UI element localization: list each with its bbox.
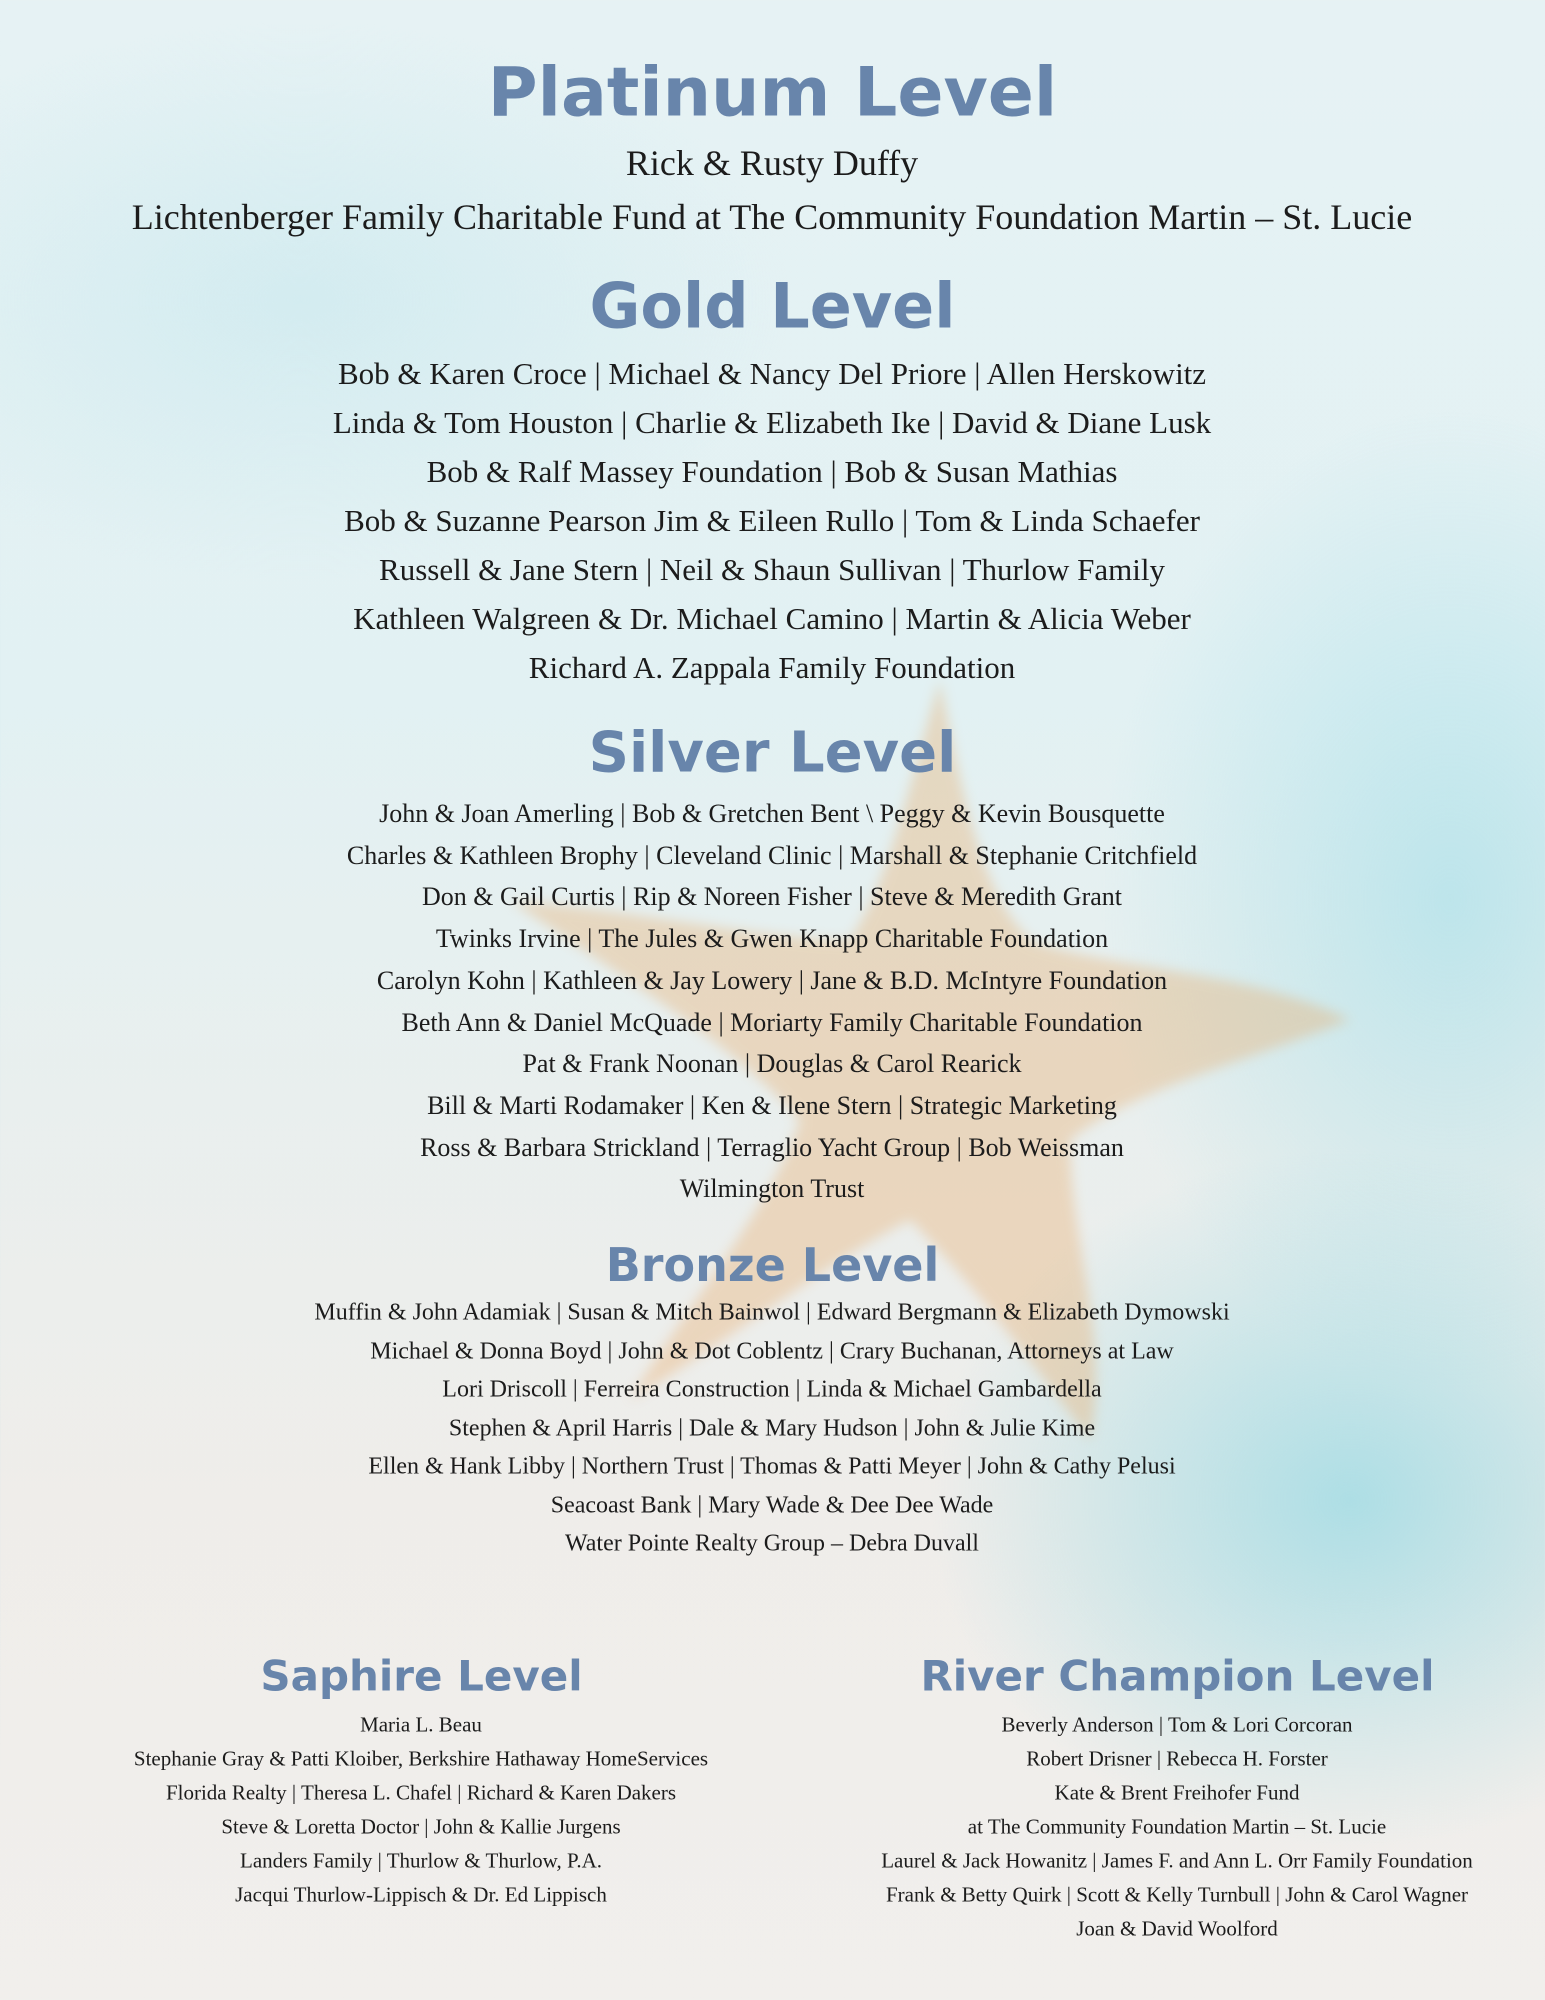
gold-donor-line: Richard A. Zappala Family Foundation bbox=[528, 650, 1016, 685]
silver-donor-line: Ross & Barbara Strickland | Terraglio Yacht Group | Bob Weissman bbox=[420, 1132, 1124, 1162]
saphire-level-heading: Saphire Level bbox=[260, 1651, 583, 1701]
saphire-donor-line: Maria L. Beau bbox=[360, 1712, 482, 1737]
silver-donor-line: Pat & Frank Noonan | Douglas & Carol Rearick bbox=[522, 1049, 1022, 1079]
bronze-level-heading: Bronze Level bbox=[605, 1238, 940, 1292]
silver-donor-line: Beth Ann & Daniel McQuade | Moriarty Family Charitable Foundation bbox=[401, 1007, 1143, 1037]
silver-donor-line: Wilmington Trust bbox=[679, 1174, 865, 1204]
platinum-donor-line: Rick & Rusty Duffy bbox=[625, 143, 919, 183]
river-champion-donor-line: Robert Drisner | Rebecca H. Forster bbox=[1026, 1746, 1328, 1771]
gold-donor-line: Kathleen Walgreen & Dr. Michael Camino | Martin & Alicia Weber bbox=[353, 601, 1191, 636]
gold-donor-line: Russell & Jane Stern | Neil & Shaun Sullivan | Thurlow Family bbox=[379, 552, 1165, 587]
silver-donor-line: John & Joan Amerling | Bob & Gretchen Bent \ Peggy & Kevin Bousquette bbox=[379, 799, 1165, 828]
silver-donor-line: Don & Gail Curtis | Rip & Noreen Fisher | Steve & Meredith Grant bbox=[421, 882, 1123, 912]
silver-level-heading: Silver Level bbox=[588, 720, 957, 786]
bronze-donor-line: Ellen & Hank Libby | Northern Trust | Thomas & Patti Meyer | John & Cathy Pelusi bbox=[368, 1453, 1176, 1480]
river-champion-donor-line: Kate & Brent Freihofer Fund bbox=[1054, 1780, 1300, 1805]
gold-donor-line: Bob & Karen Croce | Michael & Nancy Del Priore | Allen Herskowitz bbox=[337, 356, 1207, 391]
river-champion-donor-line: Joan & David Woolford bbox=[1076, 1916, 1278, 1941]
silver-donor-line: Bill & Marti Rodamaker | Ken & Ilene Stern | Strategic Marketing bbox=[427, 1090, 1117, 1120]
saphire-donor-line: Steve & Loretta Doctor | John & Kallie Jurgens bbox=[221, 1814, 621, 1839]
saphire-donor-line: Landers Family | Thurlow & Thurlow, P.A. bbox=[240, 1848, 602, 1873]
river-champion-level-heading: River Champion Level bbox=[920, 1651, 1435, 1701]
saphire-donor-line: Florida Realty | Theresa L. Chafel | Richard & Karen Dakers bbox=[165, 1780, 677, 1805]
bronze-donor-line: Water Pointe Realty Group – Debra Duvall bbox=[565, 1530, 979, 1557]
gold-level-heading: Gold Level bbox=[589, 269, 956, 343]
silver-donor-line: Charles & Kathleen Brophy | Cleveland Clinic | Marshall & Stephanie Critchfield bbox=[346, 840, 1198, 870]
silver-donor-line: Carolyn Kohn | Kathleen & Jay Lowery | Jane & B.D. McIntyre Foundation bbox=[376, 965, 1168, 995]
bronze-donor-line: Muffin & John Adamiak | Susan & Mitch Bainwol | Edward Bergmann & Elizabeth Dymowski bbox=[314, 1299, 1230, 1326]
platinum-level-heading: Platinum Level bbox=[487, 53, 1058, 133]
gold-donor-line: Linda & Tom Houston | Charlie & Elizabeth Ike | David & Diane Lusk bbox=[332, 405, 1212, 440]
silver-donor-line: Twinks Irvine | The Jules & Gwen Knapp Charitable Foundation bbox=[435, 924, 1109, 954]
saphire-donor-line: Jacqui Thurlow-Lippisch & Dr. Ed Lippisch bbox=[235, 1882, 607, 1907]
platinum-donor-line: Lichtenberger Family Charitable Fund at The Community Foundation Martin – St. Lucie bbox=[131, 197, 1413, 237]
bronze-donor-line: Michael & Donna Boyd | John & Dot Coblentz | Crary Buchanan, Attorneys at Law bbox=[370, 1338, 1174, 1364]
saphire-donor-line: Stephanie Gray & Patti Kloiber, Berkshire Hathaway HomeServices bbox=[133, 1746, 709, 1771]
river-champion-donor-line: Laurel & Jack Howanitz | James F. and Ann L. Orr Family Foundation bbox=[881, 1848, 1473, 1873]
gold-donor-line: Bob & Ralf Massey Foundation | Bob & Susan Mathias bbox=[426, 454, 1118, 489]
bronze-donor-line: Seacoast Bank | Mary Wade & Dee Dee Wade bbox=[550, 1492, 994, 1518]
river-champion-donor-line: Frank & Betty Quirk | Scott & Kelly Turnbull | John & Carol Wagner bbox=[885, 1882, 1469, 1907]
bronze-donor-line: Stephen & April Harris | Dale & Mary Hudson | John & Julie Kime bbox=[448, 1415, 1096, 1441]
river-champion-donor-line: at The Community Foundation Martin – St. Lucie bbox=[967, 1814, 1387, 1839]
river-champion-donor-line: Beverly Anderson | Tom & Lori Corcoran bbox=[1001, 1712, 1353, 1737]
gold-donor-line: Bob & Suzanne Pearson Jim & Eileen Rullo | Tom & Linda Schaefer bbox=[344, 503, 1200, 538]
bronze-donor-line: Lori Driscoll | Ferreira Construction | Linda & Michael Gambardella bbox=[442, 1376, 1102, 1403]
